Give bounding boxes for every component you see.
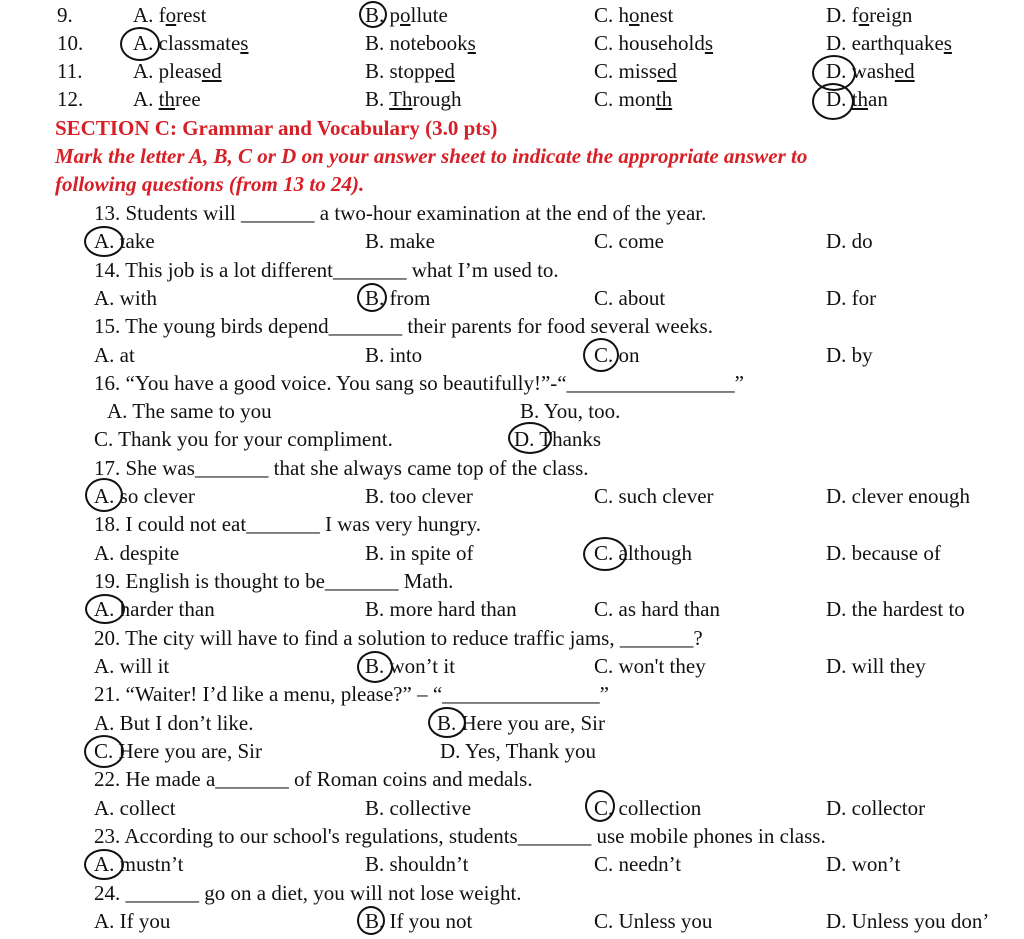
question-number: 11. bbox=[57, 59, 83, 83]
option-d: D. earthquakes bbox=[826, 31, 952, 55]
question-stem: 13. Students will _______ a two-hour examination at the end of the year. bbox=[94, 201, 707, 225]
option-a: A. harder than bbox=[94, 597, 215, 621]
option-b: B. Through bbox=[365, 87, 462, 111]
option-b: B. Here you are, Sir bbox=[437, 711, 605, 735]
option-d: D. by bbox=[826, 343, 873, 367]
option-b: B. more hard than bbox=[365, 597, 517, 621]
option-b: B. stopped bbox=[365, 59, 455, 83]
question-number: 9. bbox=[57, 3, 73, 27]
question-stem: 23. According to our school's regulations, students_______ use mobile phones in class. bbox=[94, 824, 826, 848]
question-stem: 20. The city will have to find a solution to reduce traffic jams, _______? bbox=[94, 626, 703, 650]
option-b: B. collective bbox=[365, 796, 472, 820]
option-d: D. do bbox=[826, 229, 873, 253]
option-b: B. You, too. bbox=[520, 399, 621, 423]
option-a: A. pleased bbox=[133, 59, 222, 83]
option-d: D. than bbox=[826, 87, 888, 111]
question-stem: 22. He made a_______ of Roman coins and medals. bbox=[94, 767, 533, 791]
option-c: C. about bbox=[594, 286, 666, 310]
option-d: D. for bbox=[826, 286, 877, 310]
option-c: C. Unless you bbox=[594, 909, 713, 933]
option-c: C. collection bbox=[594, 796, 702, 820]
option-c: C. honest bbox=[594, 3, 674, 27]
option-b: B. into bbox=[365, 343, 423, 367]
option-b: B. pollute bbox=[365, 3, 448, 27]
option-b: B. won’t it bbox=[365, 654, 456, 678]
option-b: B. shouldn’t bbox=[365, 852, 469, 876]
question-stem: 21. “Waiter! I’d like a menu, please?” – “_______________” bbox=[94, 682, 609, 706]
option-a: A. The same to you bbox=[107, 399, 272, 423]
option-b: B. make bbox=[365, 229, 435, 253]
option-a: A. If you bbox=[94, 909, 171, 933]
option-d: D. Thanks bbox=[514, 427, 602, 451]
option-c: C. needn’t bbox=[594, 852, 682, 876]
question-stem: 24. _______ go on a diet, you will not lose weight. bbox=[94, 881, 522, 905]
option-a: A. will it bbox=[94, 654, 170, 678]
option-c: C. such clever bbox=[594, 484, 714, 508]
option-d: D. the hardest to bbox=[826, 597, 965, 621]
option-a: A. But I don’t like. bbox=[94, 711, 254, 735]
option-c: C. Here you are, Sir bbox=[94, 739, 262, 763]
question-number: 12. bbox=[57, 87, 84, 111]
option-c: C. on bbox=[594, 343, 640, 367]
option-a: A. mustn’t bbox=[94, 852, 184, 876]
option-c: C. Thank you for your compliment. bbox=[94, 427, 393, 451]
option-c: C. month bbox=[594, 87, 673, 111]
option-c: C. won't they bbox=[594, 654, 706, 678]
option-b: B. notebooks bbox=[365, 31, 476, 55]
option-d: D. won’t bbox=[826, 852, 901, 876]
option-d: D. foreign bbox=[826, 3, 913, 27]
question-stem: 14. This job is a lot different_______ what I’m used to. bbox=[94, 258, 559, 282]
question-stem: 16. “You have a good voice. You sang so beautifully!”-“________________” bbox=[94, 371, 744, 395]
option-d: D. clever enough bbox=[826, 484, 971, 508]
option-b: B. in spite of bbox=[365, 541, 474, 565]
question-stem: 18. I could not eat_______ I was very hungry. bbox=[94, 512, 482, 536]
option-a: A. take bbox=[94, 229, 155, 253]
section-instruction: Mark the letter A, B, C or D on your answer sheet to indicate the appropriate answer to bbox=[55, 144, 808, 168]
option-d: D. Unless you don’ bbox=[826, 909, 990, 933]
option-c: C. as hard than bbox=[594, 597, 720, 621]
option-d: D. Yes, Thank you bbox=[440, 739, 596, 763]
option-a: A. collect bbox=[94, 796, 176, 820]
question-stem: 19. English is thought to be_______ Math. bbox=[94, 569, 454, 593]
option-a: A. three bbox=[133, 87, 201, 111]
option-b: B. from bbox=[365, 286, 431, 310]
option-a: A. with bbox=[94, 286, 157, 310]
option-c: C. come bbox=[594, 229, 664, 253]
option-a: A. so clever bbox=[94, 484, 195, 508]
option-b: B. too clever bbox=[365, 484, 473, 508]
section-title: SECTION C: Grammar and Vocabulary (3.0 pts) bbox=[55, 116, 498, 140]
section-instruction-continued: following questions (from 13 to 24). bbox=[55, 172, 365, 196]
option-d: D. because of bbox=[826, 541, 941, 565]
option-c: C. although bbox=[594, 541, 692, 565]
option-d: D. washed bbox=[826, 59, 915, 83]
option-a: A. despite bbox=[94, 541, 180, 565]
option-a: A. classmates bbox=[133, 31, 249, 55]
option-c: C. households bbox=[594, 31, 714, 55]
option-c: C. missed bbox=[594, 59, 677, 83]
option-d: D. collector bbox=[826, 796, 926, 820]
question-number: 10. bbox=[57, 31, 84, 55]
option-a: A. at bbox=[94, 343, 135, 367]
question-stem: 15. The young birds depend_______ their parents for food several weeks. bbox=[94, 314, 713, 338]
option-b: B. If you not bbox=[365, 909, 473, 933]
option-d: D. will they bbox=[826, 654, 926, 678]
question-stem: 17. She was_______ that she always came top of the class. bbox=[94, 456, 589, 480]
option-a: A. forest bbox=[133, 3, 207, 27]
